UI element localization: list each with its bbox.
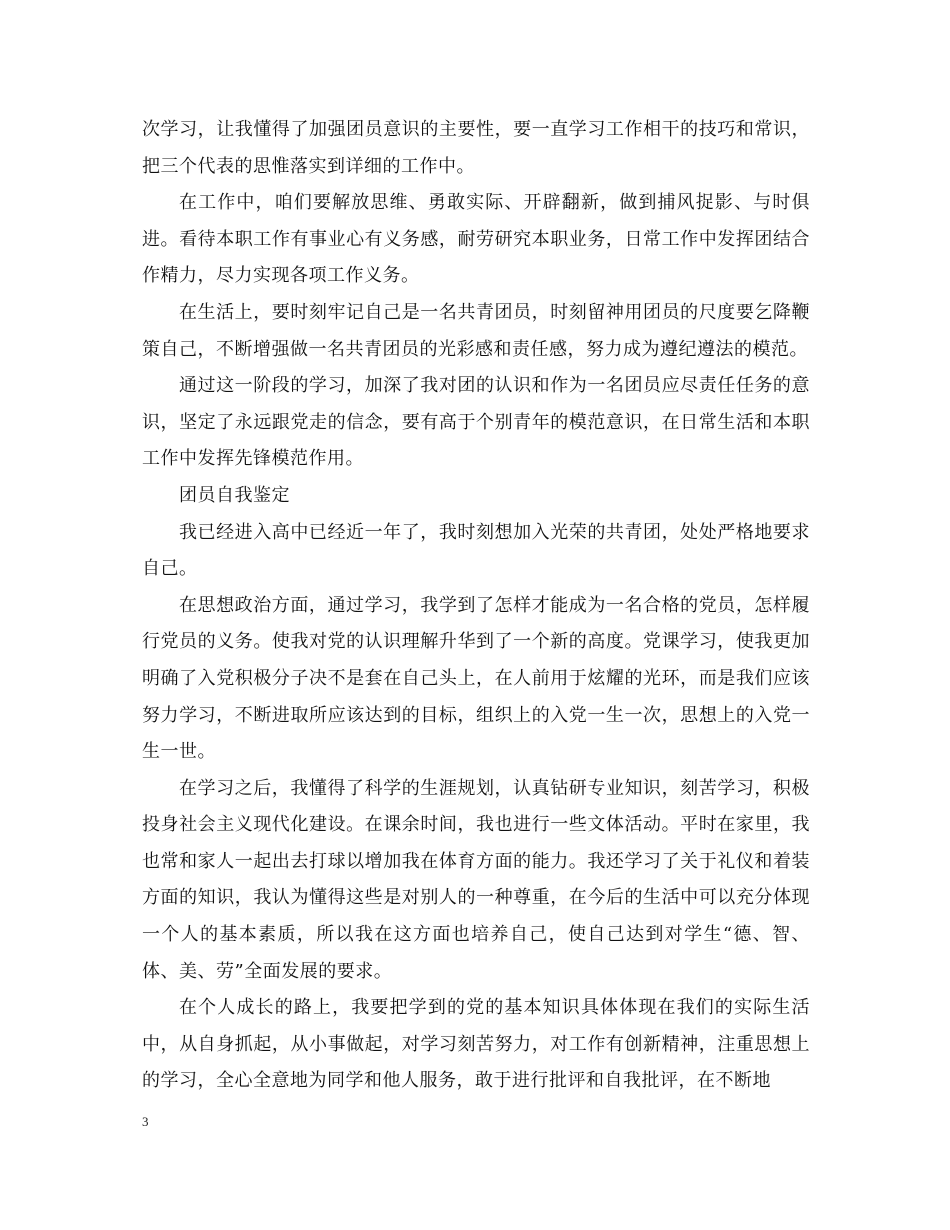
page-number: 3 [142,1114,149,1129]
paragraph: 在工作中，咱们要解放思维、勇敢实际、开辟翻新，做到捕风捉影、与时俱进。看待本职工作有事业心有义务感，耐劳研究本职业务，日常工作中发挥团结合作精力，尽力实现各项工作义务。 [142,192,810,287]
paragraph: 我已经进入高中已经近一年了，我时刻想加入光荣的共青团，处处严格地要求自己。 [142,521,810,580]
paragraph: 在生活上，要时刻牢记自己是一名共青团员，时刻留神用团员的尺度要乞降鞭策自己，不断增强做一名共青团员的光彩感和责任感，努力成为遵纪遵法的模范。 [142,301,810,360]
document-body [142,112,810,1100]
section-heading: 团员自我鉴定 [179,484,290,506]
paragraph: 在思想政治方面，通过学习，我学到了怎样才能成为一名合格的党员，怎样履行党员的义务。使我对党的认识理解升华到了一个新的高度。党课学习，使我更加明确了入党积极分子决不是套在自己头上，在人前用于炫耀的光环，而是我们应该努力学习，不断进取所应该达到的目标，组织上的入党一生一次，思想上的入党一生一世。 [142,594,810,763]
paragraph: 通过这一阶段的学习，加深了我对团的认识和作为一名团员应尽责任任务的意识，坚定了永远跟党走的信念，要有高于个别青年的模范意识，在日常生活和本职工作中发挥先锋模范作用。 [142,375,810,470]
paragraph: 在学习之后，我懂得了科学的生涯规划，认真钻研专业知识，刻苦学习，积极投身社会主义现代化建设。在课余时间，我也进行一些文体活动。平时在家里，我也常和家人一起出去打球以增加我在体育方面的能力。我还学习了关于礼仪和着装方面的知识，我认为懂得这些是对别人的一种尊重，在今后的生活中可以充分体现一个人的基本素质，所以我在这方面也培养自己，使自己达到对学生“德、智、体、美、劳”全面发展的要求。 [142,777,810,982]
paragraph: 在个人成长的路上，我要把学到的党的基本知识具体体现在我们的实际生活中，从自身抓起，从小事做起，对学习刻苦努力，对工作有创新精神，注重思想上的学习，全心全意地为同学和他人服务，敢于进行批评和自我批评，在不断地 [142,997,810,1092]
paragraph: 次学习，让我懂得了加强团员意识的主要性，要一直学习工作相干的技巧和常识，把三个代表的思惟落实到详细的工作中。 [142,119,810,177]
